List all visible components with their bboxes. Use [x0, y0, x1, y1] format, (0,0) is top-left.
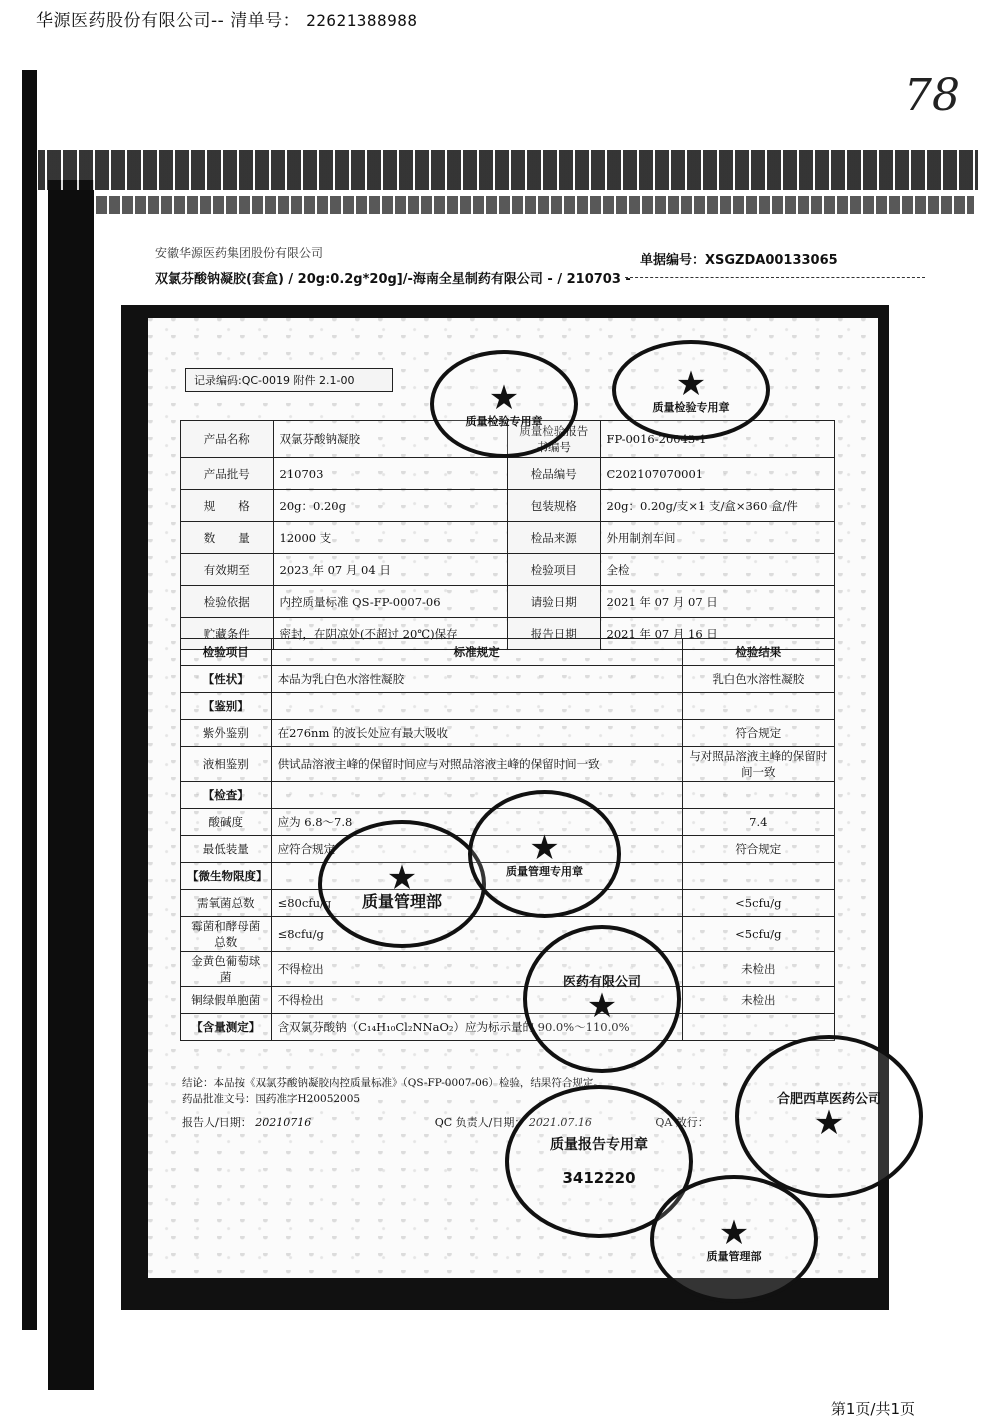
conclusion-text: 结论：本品按《双氯芬酸钠凝胶内控质量标准》（QS-FP-0007-06）检验，结果符合规定。 — [182, 1077, 604, 1089]
qc-label: QC 负责人/日期： — [434, 1116, 526, 1129]
info-value: C202107070001 — [600, 458, 835, 490]
info-value: 2023 年 07 月 04 日 — [273, 554, 507, 586]
qa-label: QA 放行： — [655, 1116, 709, 1129]
results-standard: 应为 6.8～7.8 — [271, 809, 682, 836]
results-standard: 应符合规定 — [271, 836, 682, 863]
info-value: 2021 年 07 月 16 日 — [600, 618, 835, 650]
star-icon: ★ — [529, 827, 560, 868]
info-key: 产品名称 — [181, 421, 274, 458]
results-item-name: 紫外鉴别 — [181, 720, 272, 747]
results-value: 未检出 — [682, 952, 834, 987]
results-standard: 在276nm 的波长处应有最大吸收 — [271, 720, 682, 747]
info-value: 外用制剂车间 — [600, 522, 835, 554]
results-standard — [271, 782, 682, 809]
info-value: 全检 — [600, 554, 835, 586]
header-list-number: 22621388988 — [306, 11, 418, 30]
scan-edge-left-inner — [48, 180, 94, 1390]
info-key: 请验日期 — [507, 586, 600, 618]
results-item-name: 酸碱度 — [181, 809, 272, 836]
results-value: 符合规定 — [682, 720, 834, 747]
info-row — [181, 490, 835, 522]
scan-edge-left — [22, 70, 37, 1330]
form-number: 记录编码:QC-0019 附件 2.1-00 — [185, 368, 393, 392]
results-standard: 含双氯芬酸钠（C₁₄H₁₀Cl₂NNaO₂）应为标示量的 90.0%～110.0% — [271, 1014, 682, 1041]
stamp-hefei-pharma — [735, 1035, 923, 1198]
results-header-cell: 检验项目 — [181, 639, 272, 666]
header-list-label: 清单号： — [230, 11, 301, 31]
info-key: 贮藏条件 — [181, 618, 274, 650]
stamp-quality-inspection-1 — [430, 350, 578, 458]
conclusion — [182, 1075, 832, 1107]
star-icon: ★ — [718, 1212, 750, 1253]
results-standard: 不得检出 — [271, 952, 682, 987]
stamp-quality-dept-2 — [650, 1175, 818, 1303]
stamp-text: 质量检验专用章 — [465, 414, 543, 428]
star-icon: ★ — [488, 377, 520, 418]
results-value: 与对照品溶液主峰的保留时间一致 — [682, 747, 834, 782]
info-key: 检品来源 — [507, 522, 600, 554]
results-item-name: 最低装量 — [181, 836, 272, 863]
stamp-number: 3412220 — [562, 1168, 636, 1187]
results-header-cell: 检验结果 — [682, 639, 834, 666]
results-header-cell: 标准规定 — [271, 639, 682, 666]
info-value: 20g：0.20g — [273, 490, 507, 522]
results-row — [181, 720, 835, 747]
header-line — [36, 6, 418, 31]
results-section: 【微生物限度】 — [181, 863, 272, 890]
info-key: 包装规格 — [507, 490, 600, 522]
results-section: 【鉴别】 — [181, 693, 272, 720]
results-value — [682, 863, 834, 890]
results-standard — [271, 693, 682, 720]
stamp-text: 质量管理部 — [361, 891, 442, 911]
info-value: 双氯芬酸钠凝胶 — [273, 421, 507, 458]
results-item-name: 金黄色葡萄球菌 — [181, 952, 272, 987]
results-standard: 供试品溶液主峰的保留时间应与对照品溶液主峰的保留时间一致 — [271, 747, 682, 782]
reporter-date: 20210716 — [255, 1116, 312, 1129]
stamp-text: 质量管理专用章 — [506, 864, 583, 878]
results-header-row — [181, 639, 835, 666]
handwritten-page-number: 78 — [904, 70, 960, 121]
stamp-quality-dept-1 — [318, 820, 486, 948]
star-icon: ★ — [586, 985, 618, 1026]
results-value: 符合规定 — [682, 836, 834, 863]
results-value: 7.4 — [682, 809, 834, 836]
info-key: 数 量 — [181, 522, 274, 554]
stamp-pharma-company — [523, 925, 681, 1073]
results-value — [682, 693, 834, 720]
header-company: 华源医药股份有限公司-- — [36, 11, 225, 31]
info-row — [181, 522, 835, 554]
info-value: 20g：0.20g/支×1 支/盒×360 盒/件 — [600, 490, 835, 522]
info-key: 检验依据 — [181, 586, 274, 618]
info-key: 检品编号 — [507, 458, 600, 490]
results-row — [181, 666, 835, 693]
scan-band-second — [96, 196, 974, 214]
info-key: 质量检验报告书编号 — [507, 421, 600, 458]
doc-company: 安徽华源医药集团股份有限公司 — [155, 246, 324, 260]
reporter-label: 报告人/日期： — [182, 1116, 252, 1129]
results-row — [181, 747, 835, 782]
info-key: 规 格 — [181, 490, 274, 522]
results-value — [682, 782, 834, 809]
info-value: FP-0016-20043-1 — [600, 421, 835, 458]
stamp-text: 质量报告专用章 — [550, 1136, 648, 1153]
star-icon: ★ — [386, 857, 418, 898]
stamp-quality-mgmt — [468, 790, 621, 918]
results-row — [181, 987, 835, 1014]
results-value: 乳白色水溶性凝胶 — [682, 666, 834, 693]
results-section: 【性状】 — [181, 666, 272, 693]
info-value: 密封，在阴凉处(不超过 20℃)保存 — [273, 618, 507, 650]
results-row — [181, 952, 835, 987]
results-section: 【含量测定】 — [181, 1014, 272, 1041]
info-key: 产品批号 — [181, 458, 274, 490]
info-value: 210703 — [273, 458, 507, 490]
results-item-name: 霉菌和酵母菌总数 — [181, 917, 272, 952]
results-item-name: 铜绿假单胞菌 — [181, 987, 272, 1014]
info-row — [181, 586, 835, 618]
stamp-text: 质量检验专用章 — [652, 400, 730, 414]
results-section: 【检查】 — [181, 782, 272, 809]
qc-date: 2021.07.16 — [528, 1116, 592, 1129]
doc-product-line: 双氯芬酸钠凝胶(套盒) / 20g:0.2g*20g]/-海南全星制药有限公司 - / 210703 - — [155, 268, 631, 287]
stamp-quality-inspection-2 — [612, 340, 770, 440]
info-value: 2021 年 07 月 07 日 — [600, 586, 835, 618]
stamp-text: 医药有限公司 — [562, 974, 641, 990]
results-value: 未检出 — [682, 987, 834, 1014]
results-standard: 不得检出 — [271, 987, 682, 1014]
results-item-name: 需氧菌总数 — [181, 890, 272, 917]
stamp-text: 质量管理部 — [706, 1249, 762, 1263]
doc-number: 单据编号：XSGZDA00133065 — [640, 253, 838, 268]
results-row — [181, 917, 835, 952]
page-footer: 第1页/共1页 — [830, 1400, 915, 1418]
info-key: 检验项目 — [507, 554, 600, 586]
results-standard: ≤80cfu/g — [271, 890, 682, 917]
info-row — [181, 458, 835, 490]
results-standard: ≤8cfu/g — [271, 917, 682, 952]
info-row — [181, 554, 835, 586]
results-item-name: 液相鉴别 — [181, 747, 272, 782]
results-row — [181, 1014, 835, 1041]
info-value: 内控质量标准 QS-FP-0007-06 — [273, 586, 507, 618]
info-key: 报告日期 — [507, 618, 600, 650]
info-value: 12000 支 — [273, 522, 507, 554]
stamp-text: 合肥西草医药公司 — [776, 1092, 881, 1107]
star-icon: ★ — [675, 363, 707, 404]
star-icon: ★ — [813, 1103, 845, 1143]
results-standard: 本品为乳白色水溶性凝胶 — [271, 666, 682, 693]
approval-number: 药品批准文号：国药准字H20052005 — [182, 1093, 361, 1105]
results-row — [181, 693, 835, 720]
results-value: <5cfu/g — [682, 917, 834, 952]
results-value: <5cfu/g — [682, 890, 834, 917]
info-key: 有效期至 — [181, 554, 274, 586]
scan-band-top — [38, 150, 978, 190]
